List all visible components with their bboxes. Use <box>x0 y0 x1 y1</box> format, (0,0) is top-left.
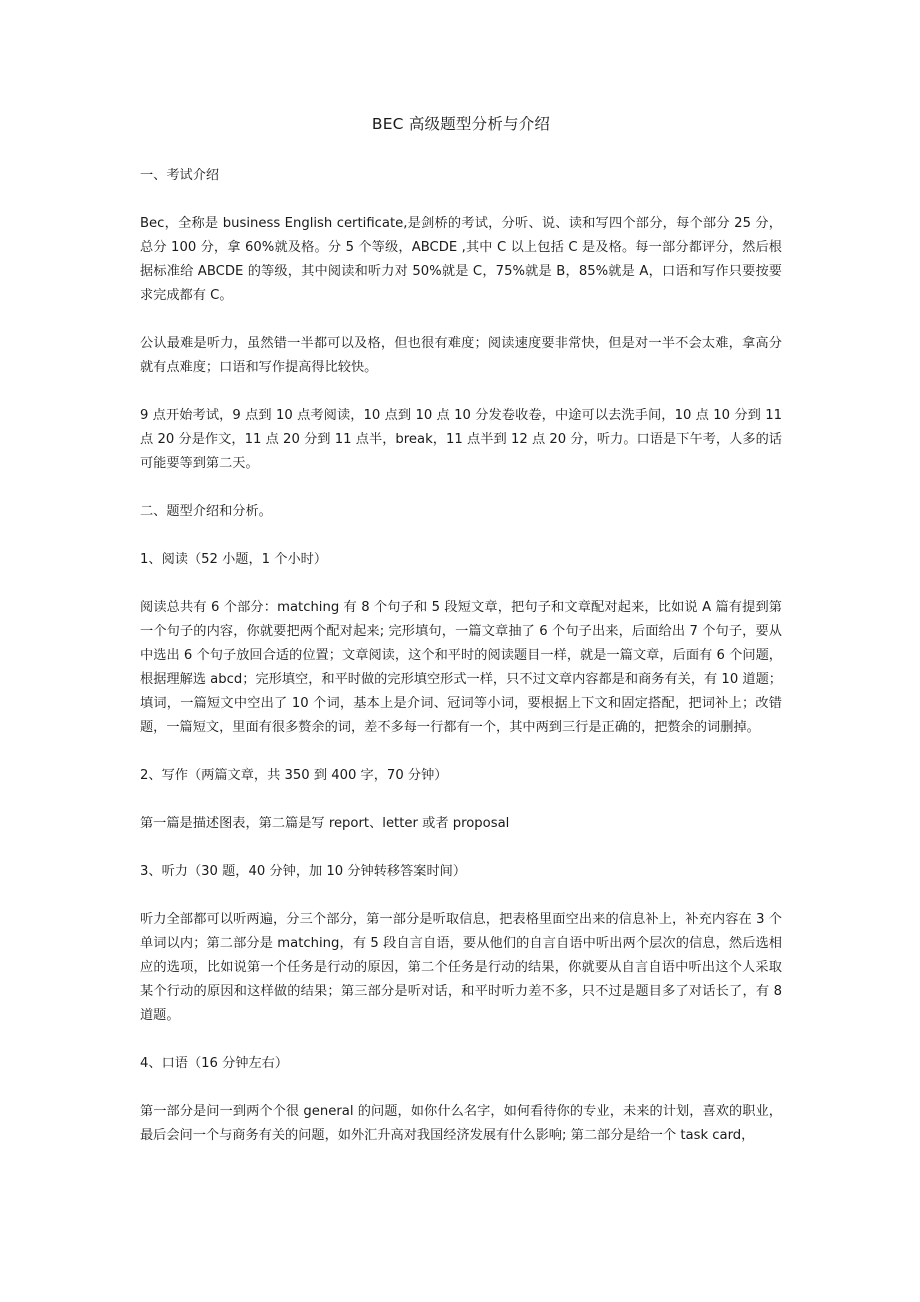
paragraph-speaking: 第一部分是问一到两个个很 general 的问题，如你什么名字，如何看待你的专业，未来的计划，喜欢的职业，最后会问一个与商务有关的问题，如外汇升高对我国经济发展有什么影响; 第二部分是给一个 task card， <box>140 1104 782 1143</box>
document-title: BEC 高级题型分析与介绍 <box>371 115 551 133</box>
section-heading-exam-intro: 一、考试介绍 <box>140 168 220 183</box>
subheading-reading: 1、阅读（52 小题，1 个小时） <box>140 552 328 567</box>
subheading-speaking: 4、口语（16 分钟左右） <box>140 1056 289 1071</box>
paragraph-schedule: 9 点开始考试，9 点到 10 点考阅读，10 点到 10 点 10 分发卷收卷，中途可以去洗手间，10 点 10 分到 11 点 20 分是作文，11 点 20 分到 11 点半，break，11 点半到 12 点 20 分，听力。口语是下午考，人多的话可能要等到第二天。 <box>140 408 782 471</box>
subheading-writing: 2、写作（两篇文章，共 350 到 400 字，70 分钟） <box>140 768 448 783</box>
section-heading-question-types: 二、题型介绍和分析。 <box>140 504 272 519</box>
paragraph-listening: 听力全部都可以听两遍，分三个部分，第一部分是听取信息，把表格里面空出来的信息补上，补充内容在 3 个单词以内；第二部分是 matching，有 5 段自言自语，要从他们的自言自语中听出两个层次的信息，然后选相应的选项，比如说第一个任务是行动的原因，第二个任务是行动的结果，你就要从自言自语中听出这个人采取某个行动的原因和这样做的结果；第三部分是听对话，和平时听力差不多，只不过是题目多了对话长了，有 8 道题。 <box>140 912 782 1023</box>
subheading-listening: 3、听力（30 题，40 分钟，加 10 分钟转移答案时间） <box>140 864 467 879</box>
paragraph-bec-overview: Bec，全称是 business English certificate,是剑桥的考试，分听、说、读和写四个部分，每个部分 25 分，总分 100 分，拿 60%就及格。分 5 个等级，ABCDE ,其中 C 以上包括 C 是及格。每一部分都评分，然后根据标准给 ABCDE 的等级，其中阅读和听力对 50%就是 C，75%就是 B，85%就是 A，口语和写作只要按要求完成都有 C。 <box>140 216 782 303</box>
document-page <box>140 112 782 1172</box>
paragraph-writing: 第一篇是描述图表，第二篇是写 report、letter 或者 proposal <box>140 816 510 831</box>
paragraph-difficulty: 公认最难是听力，虽然错一半都可以及格，但也很有难度；阅读速度要非常快，但是对一半不会太难，拿高分就有点难度；口语和写作提高得比较快。 <box>140 336 782 375</box>
paragraph-reading: 阅读总共有 6 个部分：matching 有 8 个句子和 5 段短文章，把句子和文章配对起来，比如说 A 篇有提到第一个句子的内容，你就要把两个配对起来; 完形填句，一篇文章抽了 6 个句子出来，后面给出 7 个句子，要从中选出 6 个句子放回合适的位置；文章阅读，这个和平时的阅读题目一样，就是一篇文章，后面有 6 个问题，根据理解选 abcd；完形填空，和平时做的完形填空形式一样，只不过文章内容都是和商务有关，有 10 道题；填词，一篇短文中空出了 10 个词，基本上是介词、冠词等小词，要根据上下文和固定搭配，把词补上；改错题，一篇短文，里面有很多赘余的词，差不多每一行都有一个，其中两到三行是正确的，把赘余的词删掉。 <box>140 600 782 735</box>
